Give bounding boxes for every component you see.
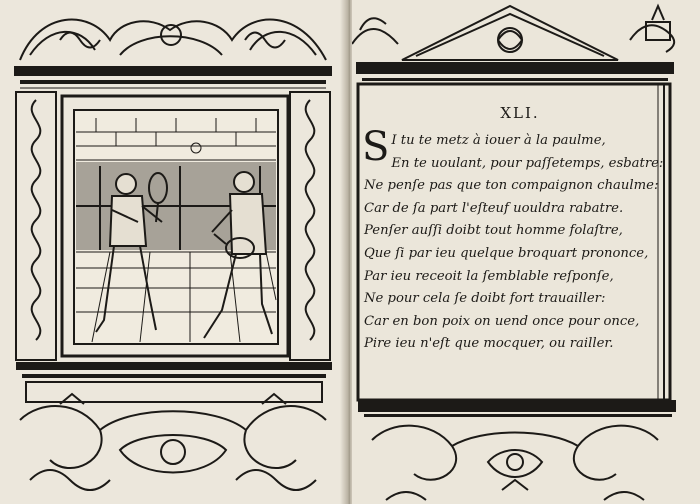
left-page bbox=[0, 0, 346, 504]
poem-line: Ne pour cela ſe doibt fort trauailler: bbox=[364, 291, 606, 307]
right-page bbox=[352, 0, 700, 504]
poem-line: I tu te metz à iouer à la paulme, bbox=[391, 133, 606, 148]
emblem-poem bbox=[362, 124, 664, 356]
poem-line: En te uoulant, pour paſſetemps, esbatre: bbox=[391, 155, 664, 171]
poem-line: Car de ſa part l'eſteuf uouldra rabatre. bbox=[364, 200, 624, 216]
poem-line: Ne penſe pas que ton compaignon chaulme: bbox=[364, 178, 659, 194]
poem-line: Par ieu receoit la ſemblable reſponſe, bbox=[364, 268, 614, 284]
poem-line: Car en bon poix on uend once pour once, bbox=[364, 313, 640, 329]
poem-line: Penſer auſſi doibt tout homme folaſtre, bbox=[364, 223, 623, 239]
emblem-number: XLI. bbox=[500, 104, 540, 122]
left-page-ornamental-frame bbox=[0, 0, 346, 504]
poem-line: Que ſi par ieu quelque broquart prononce, bbox=[364, 245, 649, 261]
drop-cap-initial: S bbox=[362, 124, 390, 170]
poem-line: Pire ieu n'eſt que mocquer, ou railler. bbox=[364, 336, 614, 352]
